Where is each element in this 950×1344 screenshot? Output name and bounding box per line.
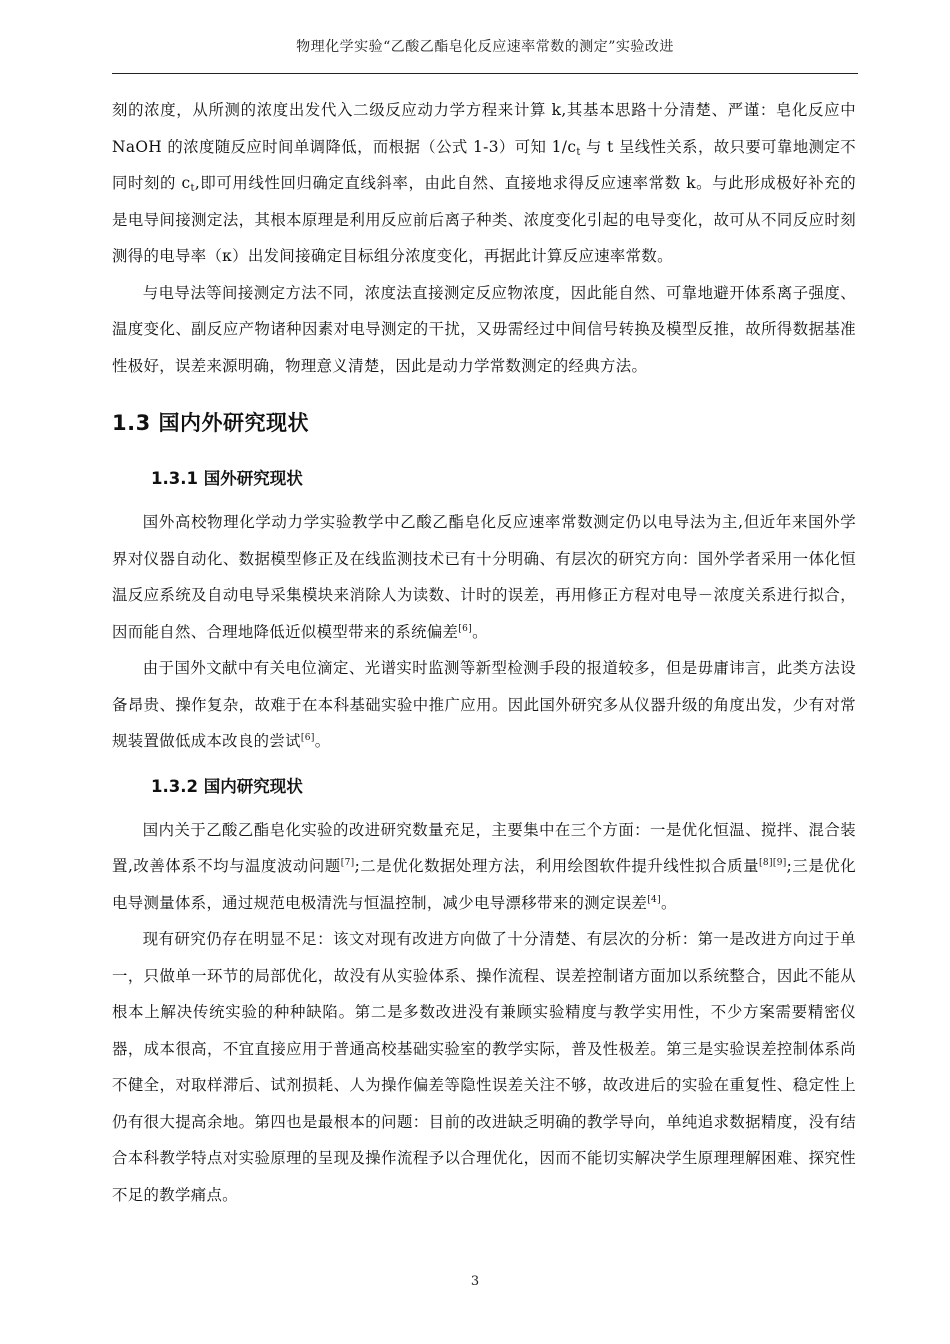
paragraph-5-text-b: ;二是优化数据处理方法，利用绘图软件提升线性拟合质量: [354, 857, 760, 875]
paragraph-4-end: 。: [314, 732, 331, 750]
header-rule: [112, 73, 858, 74]
paragraph-6: 现有研究仍存在明显不足：该文对现有改进方向做了十分清楚、有层次的分析：第一是改进方向过于单一，只做单一环节的局部优化，故没有从实验体系、操作流程、误差控制诸方面加以系统整合，因此不能从根本上解决传统实验的种种缺陷。第二是多数改进没有兼顾实验精度与教学实用性，不少方案需要精密仪器，成本很高，不宜直接应用于普通高校基础实验室的教学实际，普及性极差。第三是实验误差控制体系尚不健全，对取样滞后、试剂损耗、人为操作偏差等隐性误差关注不够，故改进后的实验在重复性、稳定性上仍有很大提高余地。第四也是最根本的问题：目前的改进缺乏明确的教学导向，单纯追求数据精度，没有结合本科教学特点对实验原理的呈现及操作流程予以合理优化，因而不能切实解决学生原理理解困难、探究性不足的教学痛点。: [112, 930, 856, 1204]
paragraph-5: [112, 812, 856, 922]
paragraph-5-text-c: ;三是优化电导测量体系，通过规范电极清洗与恒温控制，减少电导漂移带来的测定误差: [112, 857, 856, 912]
subsection-heading-1-3-2: 1.3.2 国内研究现状: [151, 776, 303, 796]
paragraph-4: [112, 650, 856, 760]
citation-ref: [6]: [458, 623, 473, 634]
page-number: 3: [470, 1274, 480, 1289]
paragraph-4-text: 由于国外文献中有关电位滴定、光谱实时监测等新型检测手段的报道较多，但是毋庸讳言，此类方法设备昂贵、操作复杂，故难于在本科基础实验中推广应用。因此国外研究多从仪器升级的角度出发，少有对常规装置做低成本改良的尝试: [112, 659, 856, 750]
citation-ref: [7]: [340, 858, 355, 868]
paragraph-3: [112, 504, 856, 650]
citation-ref: [6]: [300, 733, 315, 743]
paragraph-3-end: 。: [472, 622, 488, 641]
citation-ref: [8][9]: [759, 858, 787, 868]
page-content: [112, 92, 856, 1213]
paragraph-2: 与电导法等间接测定方法不同，浓度法直接测定反应物浓度，因此能自然、可靠地避开体系离子强度、温度变化、副反应产物诸种因素对电导测定的干扰，又毋需经过中间信号转换及模型反推，故所得数据基准性极好，误差来源明确，物理意义清楚，因此是动力学常数测定的经典方法。: [112, 283, 856, 375]
subscript-t: t: [190, 183, 195, 194]
running-header: 物理化学实验“乙酸乙酯皂化反应速率常数的测定”实验改进: [296, 39, 674, 55]
paragraph-3-text: 国外高校物理化学动力学实验教学中乙酸乙酯皂化反应速率常数测定仍以电导法为主,但近年来国外学界对仪器自动化、数据模型修正及在线监测技术已有十分明确、有层次的研究方向：国外学者采用一体化恒温反应系统及自动电导采集模块来消除人为读数、计时的误差，再用修正方程对电导－浓度关系进行拟合，因而能自然、合理地降低近似模型带来的系统偏差: [112, 513, 856, 641]
subscript-t: t: [576, 146, 581, 158]
paragraph-5-end: 。: [661, 893, 677, 912]
paragraph-1-text-c: ,即可用线性回归确定直线斜率，由此自然、直接地求得反应速率常数 k。与此形成极好补充的是电导间接测定法，其根本原理是利用反应前后离子种类、浓度变化引起的电导变化，故可从不同反应时刻测得的电导率（κ）出发间接确定目标组分浓度变化，再据此计算反应速率常数。: [112, 174, 856, 265]
subsection-heading-1-3-1: 1.3.1 国外研究现状: [151, 469, 303, 488]
paragraph-5-text-a: 国内关于乙酸乙酯皂化实验的改进研究数量充足，主要集中在三个方面：一是优化恒温、搅拌、混合装置,改善体系不均与温度波动问题: [112, 820, 856, 875]
paragraph-1-text-a: 刻的浓度，从所测的浓度出发代入二级反应动力学方程来计算 k,其基本思路十分清楚、严谨：皂化反应中 NaOH 的浓度随反应时间单调降低，而根据（公式 1-3）可知 1/c: [112, 101, 856, 156]
paragraph-1: [112, 92, 856, 275]
paragraph-1-text-b: 与 t 呈线性关系，故只要可靠地测定不同时刻的 c: [112, 137, 856, 192]
section-heading-1-3: 1.3 国内外研究现状: [112, 411, 310, 435]
citation-ref: [4]: [647, 894, 661, 905]
